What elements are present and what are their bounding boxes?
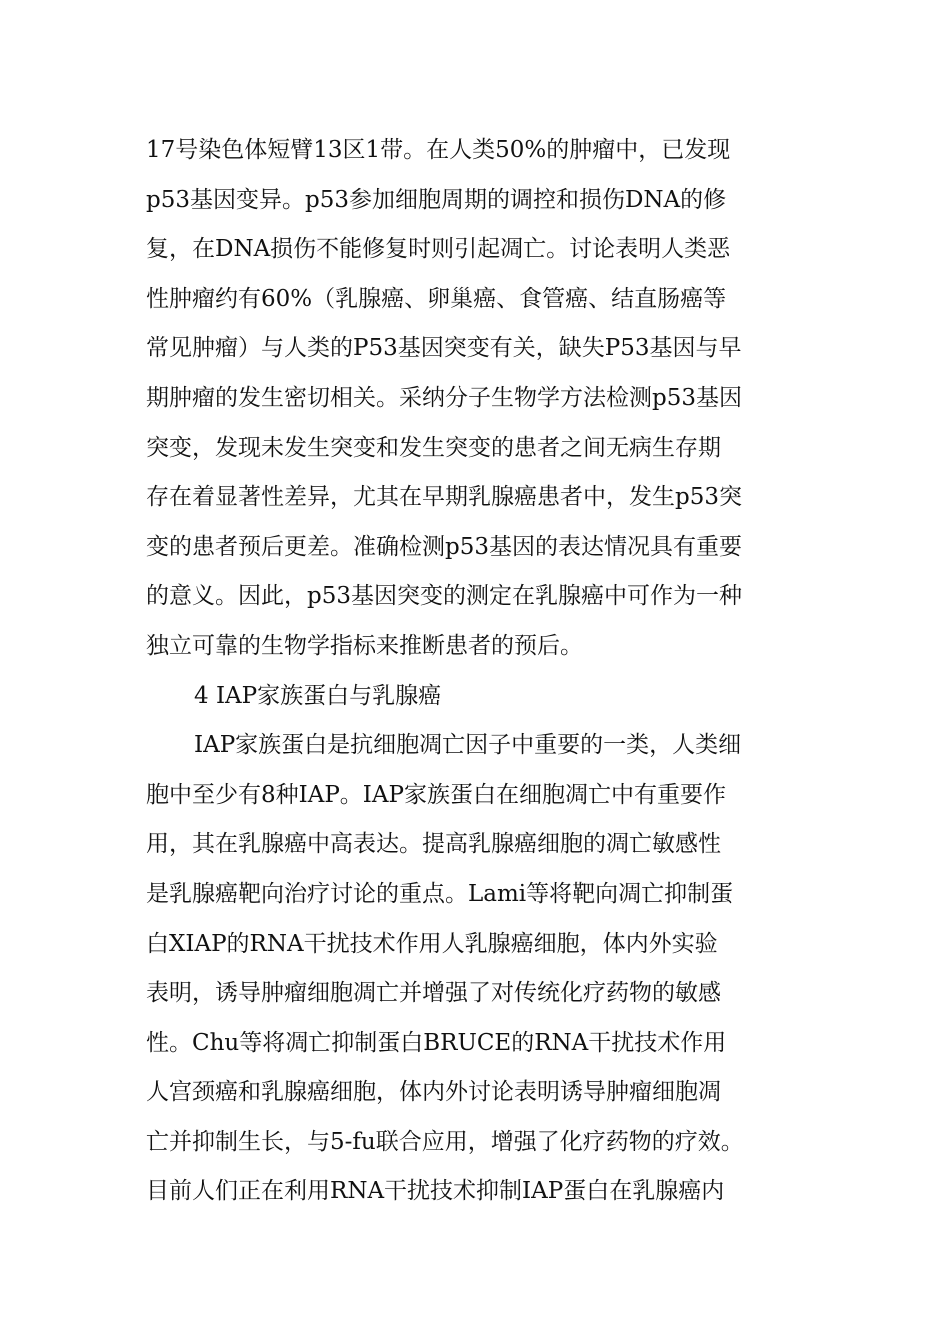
text-line: 亡并抑制生长，与5-fu联合应用，增强了化疗药物的疗效。 xyxy=(146,1128,744,1155)
text-line: 表明，诱导肿瘤细胞凋亡并增强了对传统化疗药物的敏感 xyxy=(146,980,721,1007)
text-line: 性。Chu等将凋亡抑制蛋白BRUCE的RNA干扰技术作用 xyxy=(146,1029,727,1056)
text-line: 性肿瘤约有60%（乳腺癌、卵巢癌、食管癌、结直肠癌等 xyxy=(146,285,727,312)
text-line: 17号染色体短臂13区1带。在人类50%的肿瘤中，已发现 xyxy=(146,137,731,163)
text-line: 复，在DNA损伤不能修复时则引起凋亡。讨论表明人类恶 xyxy=(146,236,731,263)
text-line: 突变，发现未发生突变和发生突变的患者之间无病生存期 xyxy=(146,434,721,461)
text-line: IAP家族蛋白是抗细胞凋亡因子中重要的一类，人类细 xyxy=(194,732,742,759)
text-line: 期肿瘤的发生密切相关。采纳分子生物学方法检测p53基因 xyxy=(146,384,742,411)
text-line: 变的患者预后更差。准确检测p53基因的表达情况具有重要 xyxy=(146,533,742,560)
text-line: 白XIAP的RNA干扰技术作用人乳腺癌细胞，体内外实验 xyxy=(146,930,718,957)
text-line: 目前人们正在利用RNA干扰技术抑制IAP蛋白在乳腺癌内 xyxy=(146,1178,725,1205)
text-line: 常见肿瘤）与人类的P53基因突变有关，缺失P53基因与早 xyxy=(146,335,742,362)
text-line: 存在着显著性差异，尤其在早期乳腺癌患者中，发生p53突 xyxy=(146,484,742,511)
text-line: 4 IAP家族蛋白与乳腺癌 xyxy=(194,682,442,709)
text-line: p53基因变异。p53参加细胞周期的调控和损伤DNA的修 xyxy=(146,186,727,213)
text-line: 的意义。因此，p53基因突变的测定在乳腺癌中可作为一种 xyxy=(146,583,742,610)
text-line: 胞中至少有8种IAP。IAP家族蛋白在细胞凋亡中有重要作 xyxy=(146,781,726,808)
text-line: 是乳腺癌靶向治疗讨论的重点。Lami等将靶向凋亡抑制蛋 xyxy=(146,880,734,907)
text-line: 人宫颈癌和乳腺癌细胞，体内外讨论表明诱导肿瘤细胞凋 xyxy=(146,1079,721,1106)
text-line: 独立可靠的生物学指标来推断患者的预后。 xyxy=(146,632,583,659)
document-body xyxy=(146,126,826,1217)
text-line: 用，其在乳腺癌中高表达。提高乳腺癌细胞的凋亡敏感性 xyxy=(146,831,721,858)
